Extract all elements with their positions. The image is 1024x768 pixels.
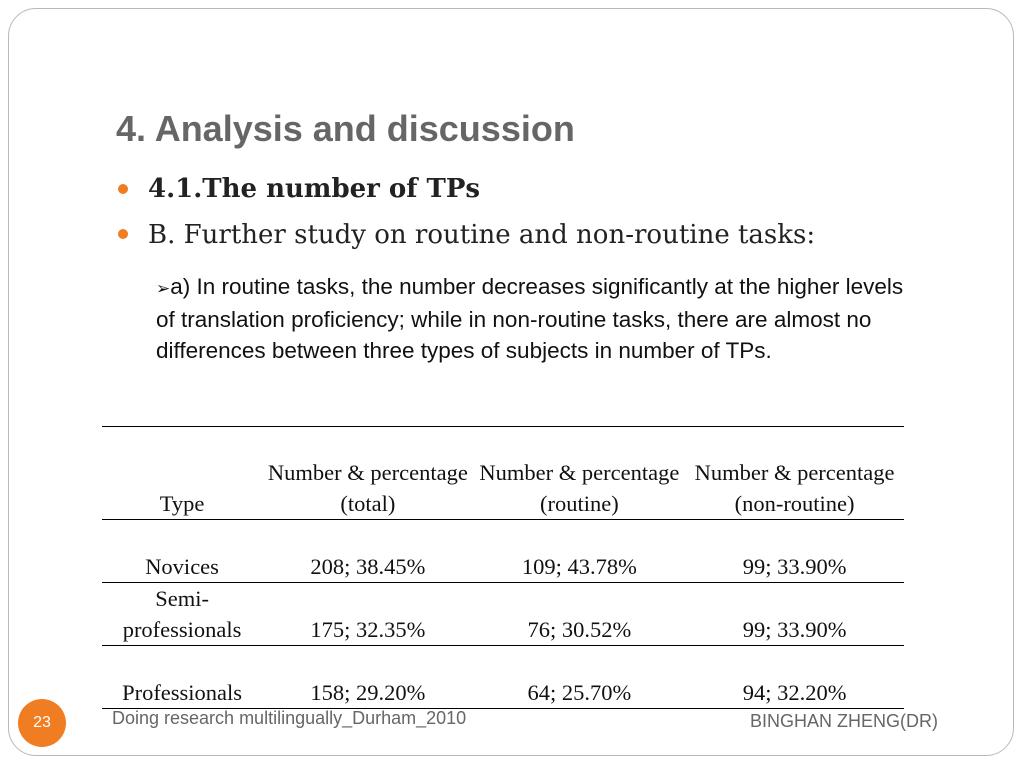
table-row: [102, 646, 904, 709]
page-number-badge: 23: [18, 699, 66, 747]
footer-left-text: Doing research multilingually_Durham_2010: [112, 708, 467, 728]
table-row: [102, 583, 904, 646]
slide-title: 4. Analysis and discussion: [116, 108, 575, 149]
results-table: [102, 426, 904, 709]
cell-routine: 64; 25.70%: [527, 680, 632, 705]
table-header-row: [102, 427, 904, 520]
finding-text: a) In routine tasks, the number decreases significantly at the higher levels of translation proficiency; while in non-routine tasks, there are almost no differences between three types of subjects in number of TPs.: [156, 274, 904, 363]
cell-routine: 109; 43.78%: [521, 554, 637, 579]
finding-paragraph: [156, 271, 916, 366]
cell-non-routine: 99; 33.90%: [742, 617, 847, 642]
cell-total: 175; 32.35%: [310, 617, 426, 642]
table-row: [102, 520, 904, 583]
cell-type: Novices: [145, 554, 219, 579]
header-non-routine: Number & percentage (non-routine): [694, 460, 895, 516]
cell-non-routine: 94; 32.20%: [742, 680, 847, 705]
header-routine: Number & percentage (routine): [479, 460, 680, 516]
bullet-dot-icon: [118, 184, 128, 194]
cell-non-routine: 99; 33.90%: [742, 554, 847, 579]
cell-type: Semi-professionals: [122, 586, 242, 642]
cell-type: Professionals: [122, 680, 243, 705]
cell-total: 208; 38.45%: [310, 554, 426, 579]
bullet-dot-icon: [118, 229, 128, 239]
header-total: Number & percentage (total): [267, 460, 468, 516]
cell-total: 158; 29.20%: [310, 680, 426, 705]
bullet-section-heading: 4.1.The number of TPs: [148, 174, 481, 204]
header-type: Type: [159, 491, 205, 516]
arrow-bullet-icon: ➢: [156, 279, 171, 298]
bullet-subheading: B. Further study on routine and non-routine tasks:: [148, 220, 816, 250]
cell-routine: 76; 30.52%: [527, 617, 632, 642]
footer-author: BINGHAN ZHENG(DR): [750, 711, 938, 731]
